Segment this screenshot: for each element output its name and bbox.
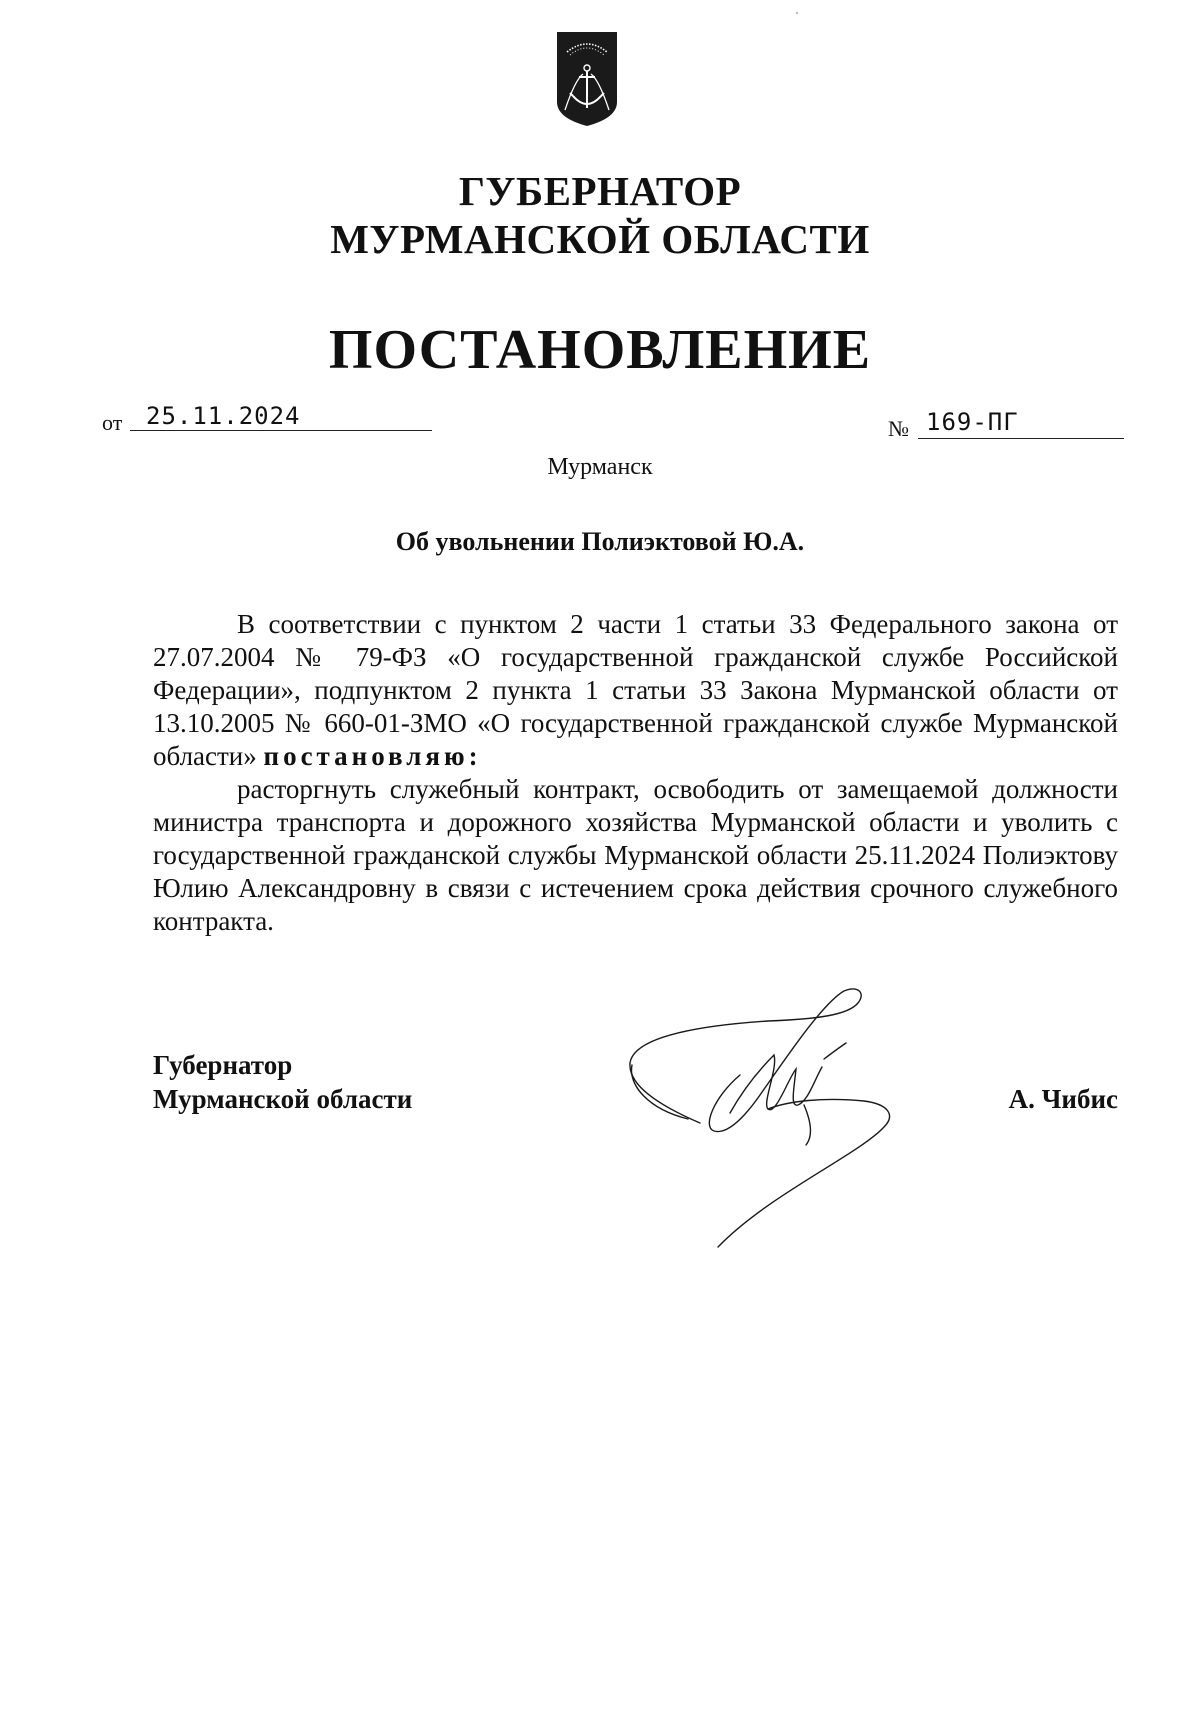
date-value: 25.11.2024 (146, 402, 301, 430)
signatory-title (153, 1048, 412, 1116)
signatory-name: А. Чибис (1008, 1084, 1118, 1114)
date-prefix: от (102, 410, 123, 435)
document-body (153, 608, 1118, 938)
city-label: Мурманск (547, 454, 653, 480)
number-value: 169-ПГ (926, 408, 1019, 436)
preamble-text: В соответствии с пунктом 2 части 1 статьи 33 Федерального закона от 27.07.2004 № 79-ФЗ «О государственной гражданской службе Российской Федерации», подпунктом 2 пункта 1 статьи 33 Закона Мурманской области от 13.10.2005 № 660-01-ЗМО «О государственной гражданской службе Мурманской области» (153, 609, 1118, 771)
scan-mark (796, 12, 798, 14)
body-paragraph-preamble (153, 608, 1118, 773)
body-paragraph-resolution: расторгнуть служебный контракт, освободить от замещаемой должности министра транспорта и дорожного хозяйства Мурманской области и уволить с государственной гражданской службы Мурманской области 25.11.2024 Полиэктову Юлию Александровну в связи с истечением срока действия срочного служебного контракта. (153, 774, 1118, 936)
signatory-title-line1: Губернатор (153, 1050, 293, 1080)
document-subject: Об увольнении Полиэктовой Ю.А. (395, 527, 805, 556)
handwritten-signature-icon (618, 985, 918, 1265)
number-prefix: № (888, 416, 909, 441)
issuer-title-line1: ГУБЕРНАТОР (458, 168, 742, 214)
signatory-title-line2: Мурманской области (153, 1084, 413, 1114)
decree-word: постановляю: (263, 741, 482, 771)
number-underline (918, 438, 1124, 439)
murmansk-coat-of-arms-icon (555, 30, 619, 128)
document-type-title: ПОСТАНОВЛЕНИЕ (328, 319, 872, 381)
date-underline (130, 430, 432, 431)
issuer-title-line2: МУРМАНСКОЙ ОБЛАСТИ (330, 216, 870, 262)
